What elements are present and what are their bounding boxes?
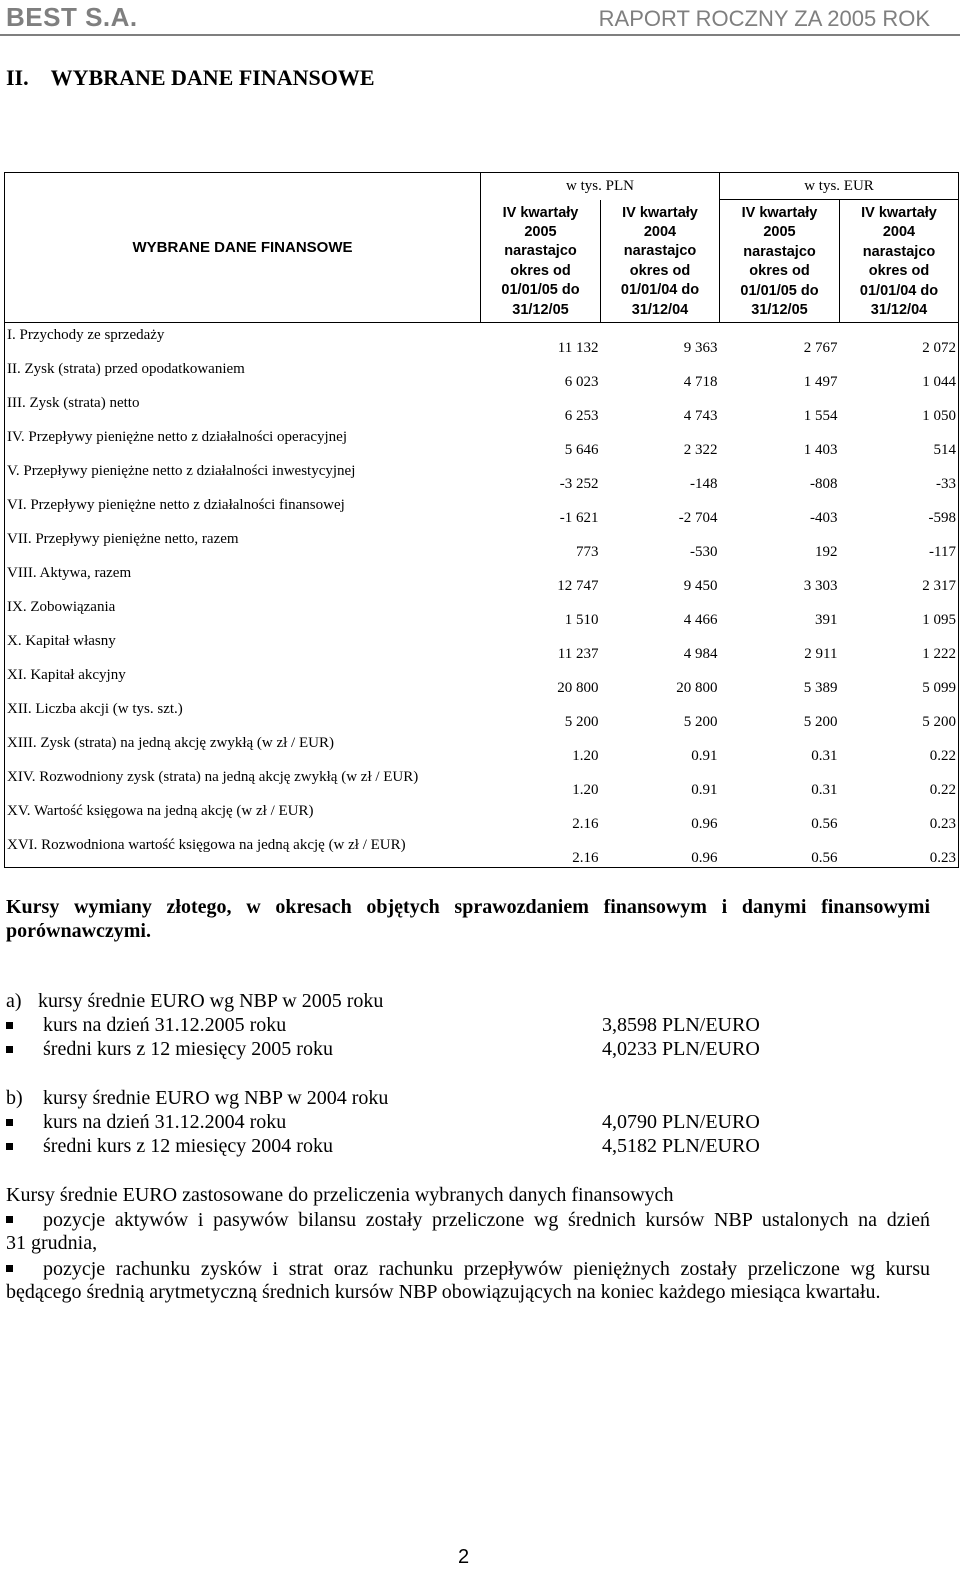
row-label: XIV. Rozwodniony zysk (strata) na jedną akcję zwykłą (w zł / EUR) — [5, 765, 481, 799]
value-cell: 1 554 — [803, 408, 838, 424]
square-bullet-icon — [6, 1143, 13, 1150]
value-cell: -1 621 — [559, 510, 599, 526]
value-cell: 0.91 — [691, 782, 718, 798]
column-header-1: IV kwartały 2005 narastajco okres od 01/01/05 do 31/12/05 — [481, 200, 601, 323]
value-cell: 1.20 — [572, 748, 599, 764]
value-cell: 20 800 — [557, 680, 599, 696]
table-row — [5, 561, 959, 595]
value-cell: 0.96 — [691, 816, 718, 832]
table-row — [5, 527, 959, 561]
value-cell: 0.31 — [811, 748, 838, 764]
table-row — [5, 765, 959, 799]
page-number: 2 — [458, 1546, 470, 1568]
row-label: XV. Wartość księgowa na jedną akcję (w zł / EUR) — [5, 799, 481, 833]
value-cell: 192 — [815, 544, 838, 560]
value-cell: 0.56 — [720, 833, 840, 868]
value-cell: 2.16 — [572, 816, 599, 832]
company-name: BEST S.A. — [6, 2, 138, 32]
value-cell: 4 984 — [683, 646, 718, 662]
value-cell: -403 — [810, 510, 838, 526]
row-label: XIII. Zysk (strata) na jedną akcję zwykłą (w zł / EUR) — [5, 731, 481, 765]
value-cell: 5 099 — [840, 663, 959, 697]
value-cell: 5 646 — [564, 442, 599, 458]
row-label: V. Przepływy pieniężne netto z działalności inwestycyjnej — [5, 459, 481, 493]
row-label: II. Zysk (strata) przed opodatkowaniem — [5, 357, 481, 391]
value-cell: 20 800 — [676, 680, 718, 696]
rates-2005-title: kursy średnie EURO wg NBP w 2005 roku — [38, 990, 384, 1012]
table-row — [5, 629, 959, 663]
value-cell: -33 — [840, 459, 959, 493]
square-bullet-icon — [6, 1216, 13, 1223]
rates-note-1: pozycje aktywów i pasywów bilansu zostały przeliczone wg średnich kursów NBP ustalonych na dzień — [43, 1209, 930, 1231]
list-marker-b: b) — [6, 1087, 23, 1109]
rate-value: 4,0790 PLN/EURO — [602, 1111, 760, 1133]
rate-value: 4,0233 PLN/EURO — [602, 1038, 760, 1060]
table-row — [5, 493, 959, 527]
unit-pln: w tys. PLN — [481, 173, 720, 200]
rates-note-2: pozycje rachunku zysków i strat oraz rachunku przepływów pieniężnych zostały przeliczone wg kursu — [43, 1258, 930, 1280]
value-cell: 6 253 — [564, 408, 599, 424]
value-cell: 0.56 — [811, 816, 838, 832]
value-cell: 5 200 — [803, 714, 838, 730]
row-label: VII. Przepływy pieniężne netto, razem — [5, 527, 481, 561]
value-cell: 12 747 — [557, 578, 599, 594]
square-bullet-icon — [6, 1119, 13, 1126]
rate-label: średni kurs z 12 miesięcy 2005 roku — [43, 1038, 333, 1060]
value-cell: -2 704 — [678, 510, 718, 526]
rates-heading: Kursy wymiany złotego, w okresach objętych sprawozdaniem finansowym i danymi finansowymi — [6, 896, 930, 918]
value-cell: -117 — [840, 527, 959, 561]
financial-data-table — [4, 172, 959, 868]
table-row — [5, 357, 959, 391]
rates-note-intro: Kursy średnie EURO zastosowane do przeliczenia wybranych danych finansowych — [6, 1184, 674, 1206]
list-marker-a: a) — [6, 990, 22, 1012]
value-cell: -598 — [840, 493, 959, 527]
value-cell: 5 200 — [564, 714, 599, 730]
row-label: XVI. Rozwodniona wartość księgowa na jedną akcję (w zł / EUR) — [5, 833, 481, 868]
square-bullet-icon — [6, 1046, 13, 1053]
table-row — [5, 323, 959, 358]
table-row — [5, 425, 959, 459]
value-cell: 1.20 — [572, 782, 599, 798]
square-bullet-icon — [6, 1265, 13, 1272]
value-cell: 2 072 — [840, 323, 959, 358]
value-cell: 2 767 — [803, 340, 838, 356]
value-cell: 2 322 — [683, 442, 718, 458]
table-title: WYBRANE DANE FINANSOWE — [5, 173, 481, 323]
rate-value: 3,8598 PLN/EURO — [602, 1014, 760, 1036]
value-cell: 1 510 — [564, 612, 599, 628]
value-cell: 1 050 — [840, 391, 959, 425]
column-header-2: IV kwartały 2004 narastajco okres od 01/01/04 do 31/12/04 — [601, 200, 720, 323]
row-label: VI. Przepływy pieniężne netto z działalności finansowej — [5, 493, 481, 527]
row-label: IV. Przepływy pieniężne netto z działalności operacyjnej — [5, 425, 481, 459]
value-cell: 0.22 — [840, 765, 959, 799]
value-cell: 0.91 — [691, 748, 718, 764]
row-label: IX. Zobowiązania — [5, 595, 481, 629]
value-cell: 0.23 — [840, 799, 959, 833]
value-cell: 1 403 — [803, 442, 838, 458]
value-cell: 9 450 — [683, 578, 718, 594]
value-cell: 391 — [815, 612, 838, 628]
rates-note-2-continued: będącego średnią arytmetyczną średnich kursów NBP obowiązujących na koniec każdego miesiąca kwartału. — [6, 1281, 881, 1303]
value-cell: 11 237 — [557, 646, 599, 662]
table-row — [5, 663, 959, 697]
row-label: XII. Liczba akcji (w tys. szt.) — [5, 697, 481, 731]
rate-label: kurs na dzień 31.12.2004 roku — [43, 1111, 287, 1133]
value-cell: 0.96 — [601, 833, 720, 868]
value-cell: 6 023 — [564, 374, 599, 390]
value-cell: 0.31 — [811, 782, 838, 798]
value-cell: -148 — [690, 476, 718, 492]
value-cell: -808 — [810, 476, 838, 492]
value-cell: 5 200 — [683, 714, 718, 730]
unit-eur: w tys. EUR — [720, 173, 959, 200]
rates-note-1-continued: 31 grudnia, — [6, 1232, 98, 1254]
value-cell: 4 466 — [683, 612, 718, 628]
value-cell: 2.16 — [481, 833, 601, 868]
value-cell: 5 200 — [840, 697, 959, 731]
table-row — [5, 459, 959, 493]
value-cell: 1 497 — [803, 374, 838, 390]
section-title: II. WYBRANE DANE FINANSOWE — [6, 65, 375, 90]
row-label: III. Zysk (strata) netto — [5, 391, 481, 425]
value-cell: 9 363 — [683, 340, 718, 356]
value-cell: 11 132 — [557, 340, 599, 356]
rate-label: kurs na dzień 31.12.2005 roku — [43, 1014, 287, 1036]
row-label: X. Kapitał własny — [5, 629, 481, 663]
rates-2004-title: kursy średnie EURO wg NBP w 2004 roku — [43, 1087, 389, 1109]
report-title: RAPORT ROCZNY ZA 2005 ROK — [598, 6, 930, 31]
value-cell: 4 743 — [683, 408, 718, 424]
value-cell: 2 911 — [804, 646, 838, 662]
row-label: XI. Kapitał akcyjny — [5, 663, 481, 697]
rates-heading-continued: porównawczymi. — [6, 920, 151, 942]
value-cell: 0.22 — [840, 731, 959, 765]
row-label: VIII. Aktywa, razem — [5, 561, 481, 595]
value-cell: -530 — [690, 544, 718, 560]
value-cell: 4 718 — [683, 374, 718, 390]
value-cell: -3 252 — [559, 476, 599, 492]
rate-value: 4,5182 PLN/EURO — [602, 1135, 760, 1157]
value-cell: 1 044 — [840, 357, 959, 391]
column-header-3: IV kwartały 2005 narastajco okres od 01/01/05 do 31/12/05 — [720, 200, 840, 323]
column-header-4: IV kwartały 2004 narastajco okres od 01/01/04 do 31/12/04 — [840, 200, 959, 323]
table-row — [5, 697, 959, 731]
value-cell: 5 389 — [803, 680, 838, 696]
table-row — [5, 595, 959, 629]
rate-label: średni kurs z 12 miesięcy 2004 roku — [43, 1135, 333, 1157]
value-cell: 3 303 — [803, 578, 838, 594]
table-row — [5, 391, 959, 425]
value-cell: 2 317 — [840, 561, 959, 595]
value-cell: 773 — [576, 544, 599, 560]
header-divider — [0, 34, 960, 36]
value-cell: 0.23 — [840, 833, 959, 868]
value-cell: 1 222 — [840, 629, 959, 663]
value-cell: 514 — [840, 425, 959, 459]
value-cell: 1 095 — [840, 595, 959, 629]
square-bullet-icon — [6, 1022, 13, 1029]
table-row — [5, 833, 959, 868]
table-row — [5, 799, 959, 833]
table-row — [5, 731, 959, 765]
row-label: I. Przychody ze sprzedaży — [5, 323, 481, 358]
